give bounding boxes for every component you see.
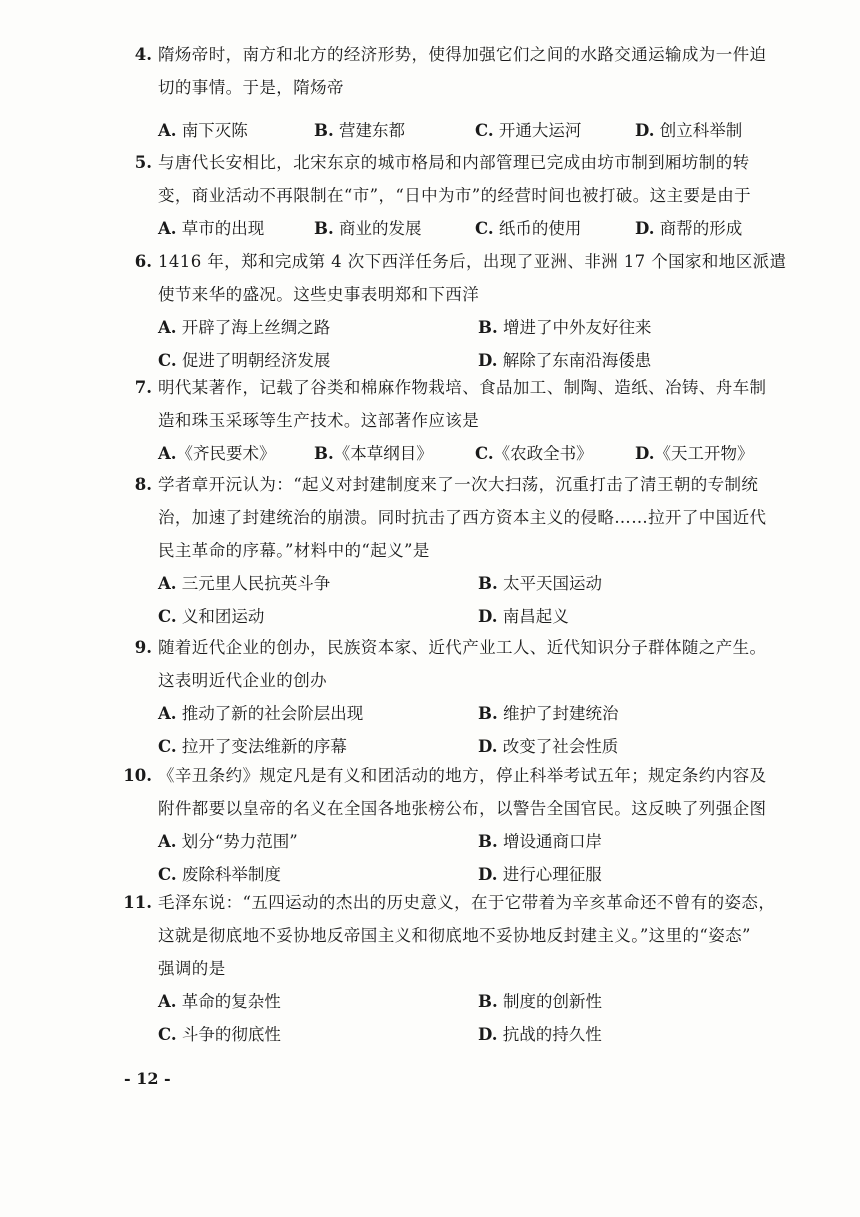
question-stem — [0, 631, 860, 697]
option-c[interactable]: C. 废除科举制度 — [158, 865, 281, 884]
options-row — [0, 985, 860, 1018]
option-d[interactable]: D. 商帮的形成 — [635, 219, 743, 238]
option-a[interactable]: A.《齐民要术》 — [158, 444, 276, 463]
option-b[interactable]: B. 商业的发展 — [314, 219, 422, 238]
stem-line: 切的事情。于是，隋炀帝 — [158, 78, 344, 97]
options-row — [0, 437, 860, 470]
stem-line: 随着近代企业的创办，民族资本家、近代产业工人、近代知识分子群体随之产生。 — [158, 638, 767, 657]
question-number: 5. — [134, 153, 152, 172]
options-row — [0, 114, 860, 147]
question-number: 9. — [134, 638, 152, 657]
question-stem — [0, 759, 860, 825]
options-row — [0, 567, 860, 600]
option-c[interactable]: C. 开通大运河 — [475, 121, 582, 140]
options-row — [0, 825, 860, 858]
option-c[interactable]: C. 纸币的使用 — [475, 219, 582, 238]
question-number: 8. — [134, 475, 152, 494]
question-number: 7. — [134, 378, 152, 397]
option-b[interactable]: B. 营建东都 — [314, 121, 405, 140]
question-number: 11. — [123, 893, 152, 912]
option-c[interactable]: C. 斗争的彻底性 — [158, 1025, 281, 1044]
options-row — [0, 600, 860, 633]
stem-line: 《辛丑条约》规定凡是有义和团活动的地方，停止科举考试五年；规定条约内容及 — [158, 766, 767, 785]
option-d[interactable]: D.《天工开物》 — [635, 444, 754, 463]
question-4 — [0, 38, 860, 147]
option-a[interactable]: A. 三元里人民抗英斗争 — [158, 574, 331, 593]
option-b[interactable]: B. 制度的创新性 — [478, 992, 602, 1011]
option-d[interactable]: D. 解除了东南沿海倭患 — [478, 351, 652, 370]
stem-line: 强调的是 — [158, 959, 226, 978]
option-d[interactable]: D. 进行心理征服 — [478, 865, 602, 884]
stem-line: 隋炀帝时，南方和北方的经济形势，使得加强它们之间的水路交通运输成为一件迫 — [158, 45, 767, 64]
option-a[interactable]: A. 草市的出现 — [158, 219, 265, 238]
stem-line: 学者章开沅认为：“起义对封建制度来了一次大扫荡，沉重打击了清王朝的专制统 — [158, 475, 759, 494]
stem-line: 与唐代长安相比，北宋东京的城市格局和内部管理已完成由坊市制到厢坊制的转 — [158, 153, 750, 172]
question-8 — [0, 468, 860, 633]
options-row — [0, 212, 860, 245]
stem-line: 这表明近代企业的创办 — [158, 671, 327, 690]
question-number: 4. — [134, 45, 152, 64]
stem-line: 民主革命的序幕。”材料中的“起义”是 — [158, 541, 430, 560]
option-a[interactable]: A. 南下灭陈 — [158, 121, 248, 140]
option-b[interactable]: B. 维护了封建统治 — [478, 704, 619, 723]
stem-line: 这就是彻底地不妥协地反帝国主义和彻底地不妥协地反封建主义。”这里的“姿态” — [158, 926, 751, 945]
stem-line: 治，加速了封建统治的崩溃。同时抗击了西方资本主义的侵略……拉开了中国近代 — [158, 508, 767, 527]
stem-line: 变，商业活动不再限制在“市”，“日中为市”的经营时间也被打破。这主要是由于 — [158, 186, 752, 205]
option-a[interactable]: A. 开辟了海上丝绸之路 — [158, 318, 331, 337]
option-b[interactable]: B.《本草纲目》 — [314, 444, 433, 463]
option-c[interactable]: C. 促进了明朝经济发展 — [158, 351, 331, 370]
page-number: - 12 - — [124, 1069, 171, 1088]
question-7 — [0, 371, 860, 470]
question-9 — [0, 631, 860, 763]
stem-line: 使节来华的盛况。这些史事表明郑和下西洋 — [158, 285, 480, 304]
question-stem — [0, 245, 860, 311]
option-b[interactable]: B. 增设通商口岸 — [478, 832, 602, 851]
question-number: 10. — [123, 766, 152, 785]
question-stem — [0, 371, 860, 437]
stem-line: 1416 年，郑和完成第 4 次下西洋任务后，出现了亚洲、非洲 17 个国家和地区派遣 — [158, 252, 787, 271]
options-row — [0, 697, 860, 730]
question-6 — [0, 245, 860, 377]
option-d[interactable]: D. 创立科举制 — [635, 121, 743, 140]
question-11 — [0, 886, 860, 1051]
option-c[interactable]: C. 拉开了变法维新的序幕 — [158, 737, 347, 756]
stem-line: 附件都要以皇帝的名义在全国各地张榜公布，以警告全国官民。这反映了列强企图 — [158, 799, 767, 818]
option-c[interactable]: C.《农政全书》 — [475, 444, 593, 463]
option-a[interactable]: A. 推动了新的社会阶层出现 — [158, 704, 364, 723]
option-d[interactable]: D. 南昌起义 — [478, 607, 569, 626]
question-10 — [0, 759, 860, 891]
option-b[interactable]: B. 太平天国运动 — [478, 574, 602, 593]
question-stem — [0, 886, 860, 985]
option-d[interactable]: D. 抗战的持久性 — [478, 1025, 602, 1044]
option-b[interactable]: B. 增进了中外友好往来 — [478, 318, 652, 337]
option-d[interactable]: D. 改变了社会性质 — [478, 737, 619, 756]
options-row — [0, 311, 860, 344]
option-c[interactable]: C. 义和团运动 — [158, 607, 265, 626]
question-number: 6. — [134, 252, 152, 271]
option-a[interactable]: A. 划分“势力范围” — [158, 832, 298, 851]
question-stem — [0, 146, 860, 212]
option-a[interactable]: A. 革命的复杂性 — [158, 992, 281, 1011]
question-stem — [0, 38, 860, 104]
stem-line: 明代某著作，记载了谷类和棉麻作物栽培、食品加工、制陶、造纸、冶铸、舟车制 — [158, 378, 767, 397]
stem-line: 造和珠玉采琢等生产技术。这部著作应该是 — [158, 411, 480, 430]
question-5 — [0, 146, 860, 245]
options-row — [0, 1018, 860, 1051]
question-stem — [0, 468, 860, 567]
stem-line: 毛泽东说：“五四运动的杰出的历史意义，在于它带着为辛亥革命还不曾有的姿态， — [158, 893, 776, 912]
